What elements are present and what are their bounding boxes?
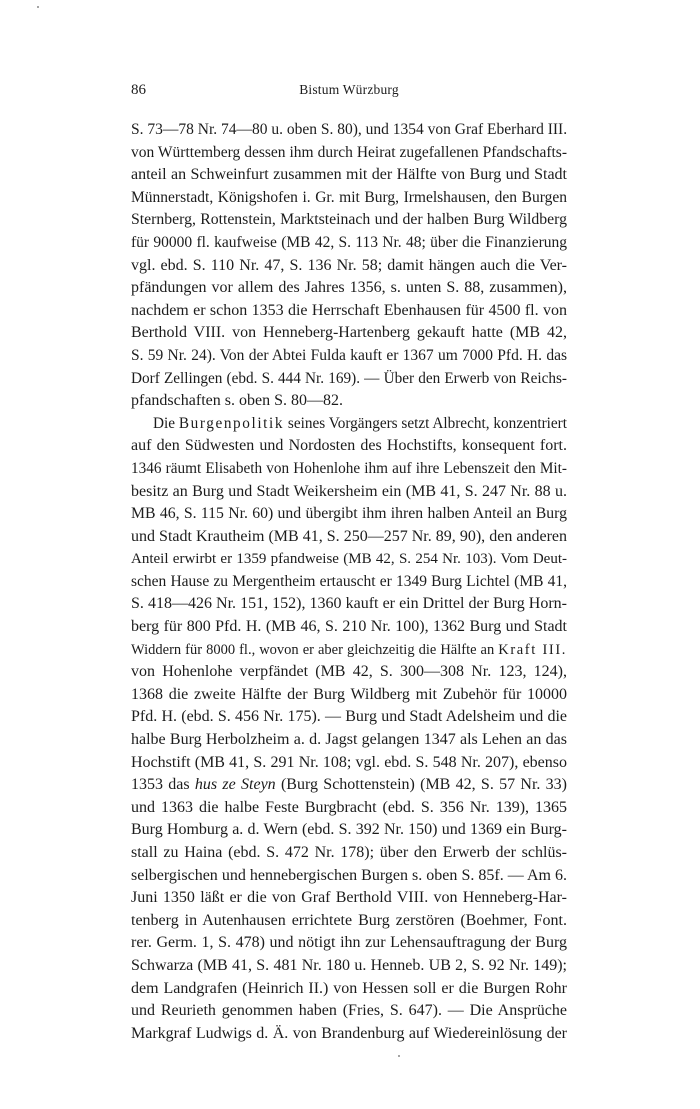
text-line: 1346 räumt Elisabeth von Hohenlohe ihm auf ihre Lebenszeit den Mit- [131,459,567,477]
text-line: auf den Südwesten und Nordosten des Hochstifts, konsequent fort. [131,437,567,455]
text-line: S. 73—78 Nr. 74—80 u. oben S. 80), und 1354 von Graf Eberhard III. [131,121,567,138]
text-span: 1353 das [131,776,195,794]
italic-quote: hus ze Steyn [194,776,276,794]
text-span: (Burg Schottenstein) (MB 42, S. 57 Nr. 33) [275,776,567,794]
text-line: S. 59 Nr. 24). Von der Abtei Fulda kauft er 1367 um 7000 Pfd. H. das [131,346,567,364]
text-line: Pfd. H. (ebd. S. 456 Nr. 175). — Burg und Stadt Adelsheim und die [131,708,567,726]
text-line: MB 46, S. 115 Nr. 60) und übergibt ihm ihren halben Anteil an Burg [131,505,567,523]
text-line: stall zu Haina (ebd. S. 472 Nr. 178); über den Erwerb der schlüs- [131,844,567,861]
text-line: dem Landgrafen (Heinrich II.) von Hessen soll er die Burgen Rohr [131,979,567,997]
text-line: und 1363 die halbe Feste Burgbracht (ebd. S. 356 Nr. 139), 1365 [131,798,567,816]
text-line: tenberg in Autenhausen errichtete Burg zerstören (Boehmer, Font. [131,911,567,929]
text-line: pfandschaften s. oben S. 80—82. [131,392,343,410]
text-line: anteil an Schweinfurt zusammen mit der Hälfte von Burg und Stadt [131,166,567,184]
text-line: von Württemberg dessen ihm durch Heirat zugefallenen Pfandschafts- [131,143,567,161]
scan-speck [37,6,39,8]
text-line: 1368 die zweite Hälfte der Burg Wildberg mit Zubehör für 10000 [131,685,567,703]
text-line: für 90000 fl. kaufweise (MB 42, S. 113 Nr. 48; über die Finanzierung [131,233,567,251]
text-line: pfändungen vor allem des Jahres 1356, s. unten S. 88, zusammen), [131,279,567,297]
text-line: Anteil erwirbt er 1359 pfandweise (MB 42, S. 254 Nr. 103). Vom Deut- [131,551,567,568]
text-span: Die [153,414,179,432]
text-line: halbe Burg Herbolzheim a. d. Jagst gelangen 1347 als Lehen an das [131,731,567,749]
text-line: vgl. ebd. S. 110 Nr. 47, S. 136 Nr. 58; damit hängen auch die Ver- [131,256,567,274]
text-line: selbergischen und hennebergischen Burgen s. oben S. 85f. — Am 6. [131,866,567,884]
text-line: Schwarza (MB 41, S. 481 Nr. 180 u. Henneb. UB 2, S. 92 Nr. 149); [131,956,567,974]
body-text [131,119,567,1045]
paragraph-first-line [131,413,567,436]
text-line: Berthold VIII. von Henneberg-Hartenberg gekauft hatte (MB 42, [131,324,567,342]
scan-speck [398,1055,400,1057]
text-line: berg für 800 Pfd. H. (MB 46, S. 210 Nr. 100), 1362 Burg und Stadt [131,618,567,636]
running-head [131,80,567,100]
text-line: nachdem er schon 1353 die Herrschaft Ebenhausen für 4500 fl. von [131,301,567,319]
text-span: seines Vorgängers setzt Albrecht, konzentriert [284,414,567,432]
running-title: Bistum Würzburg [299,82,399,97]
text-line: Burg Homburg a. d. Wern (ebd. S. 392 Nr. 150) und 1369 ein Burg- [131,821,567,839]
text-line: Juni 1350 läßt er die von Graf Berthold VIII. von Henneberg-Har- [131,889,567,907]
page-number: 86 [131,82,146,98]
text-line: besitz an Burg und Stadt Weikersheim ein (MB 41, S. 247 Nr. 88 u. [131,482,567,500]
text-line: Dorf Zellingen (ebd. S. 444 Nr. 169). — Über den Erwerb von Reichs- [131,369,567,387]
text-line: und Reurieth genommen haben (Fries, S. 647). — Die Ansprüche [131,1002,567,1020]
text-line: von Hohenlohe verpfändet (MB 42, S. 300—308 Nr. 123, 124), [131,663,567,681]
text-line: Münnerstadt, Königshofen i. Gr. mit Burg, Irmelshausen, den Burgen [131,188,567,206]
text-line [131,639,567,662]
spaced-term: Burgenpolitik [178,414,285,432]
text-span: Widdern für 8000 fl., wovon er aber gleichzeitig die Hälfte an [131,641,499,658]
text-line: Hochstift (MB 41, S. 291 Nr. 108; vgl. ebd. S. 548 Nr. 207), ebenso [131,753,567,771]
spaced-name: Kraft III. [498,641,567,658]
text-line: rer. Germ. 1, S. 478) und nötigt ihn zur Lehensauftragung der Burg [131,934,567,952]
text-line [131,774,567,797]
text-line: Sternberg, Rottenstein, Marktsteinach und der halben Burg Wildberg [131,211,567,229]
text-line: und Stadt Krautheim (MB 41, S. 250—257 Nr. 89, 90), den anderen [131,527,567,545]
text-line: Markgraf Ludwigs d. Ä. von Brandenburg auf Wiedereinlösung der [131,1024,567,1042]
text-line: schen Hause zu Mergentheim ertauscht er 1349 Burg Lichtel (MB 41, [131,572,567,590]
text-line: S. 418—426 Nr. 151, 152), 1360 kauft er ein Drittel der Burg Horn- [131,595,567,613]
